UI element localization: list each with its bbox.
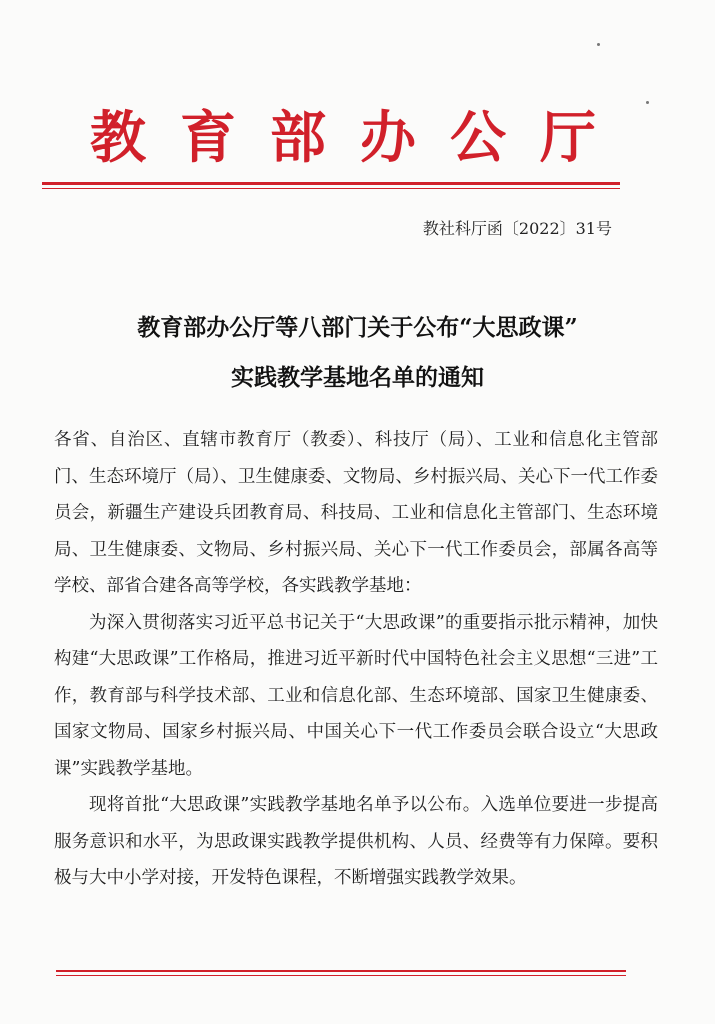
scan-speck: [646, 101, 649, 104]
letterhead-title: 教育部办公厅: [90, 105, 630, 171]
document-title-line-2: 实践教学基地名单的通知: [231, 364, 484, 391]
letterhead-red-rule: [42, 182, 620, 185]
footer-red-rule-thin: [56, 975, 626, 976]
document-number: 教社科厅函〔2022〕31号: [422, 219, 612, 238]
body-paragraph-2: 现将首批“大思政课”实践教学基地名单予以公布。入选单位要进一步提高服务意识和水平，为思政课实践教学提供机构、人员、经费等有力保障。要积极与大中小学对接，开发特色课程，不断增强实践教学效果。: [54, 795, 658, 888]
addressee-paragraph: 各省、自治区、直辖市教育厅（教委）、科技厅（局）、工业和信息化主管部门、生态环境厅（局）、卫生健康委、文物局、乡村振兴局、关心下一代工作委员会，新疆生产建设兵团教育局、科技局、工业和信息化主管部门、生态环境局、卫生健康委、文物局、乡村振兴局、关心下一代工作委员会，部属各高等学校、部省合建各高等学校，各实践教学基地：: [54, 430, 658, 596]
letterhead-red-rule-thin: [42, 188, 620, 189]
document-title-line-1: 教育部办公厅等八部门关于公布“大思政课”: [137, 314, 578, 341]
body-paragraph-1: 为深入贯彻落实习近平总书记关于“大思政课”的重要指示批示精神，加快构建“大思政课”工作格局，推进习近平新时代中国特色社会主义思想“三进”工作，教育部与科学技术部、工业和信息化部、生态环境部、国家卫生健康委、国家文物局、国家乡村振兴局、中国关心下一代工作委员会联合设立“大思政课”实践教学基地。: [54, 612, 658, 779]
scan-speck: [597, 43, 600, 46]
footer-red-rule: [56, 970, 626, 972]
document-body: [54, 422, 658, 897]
